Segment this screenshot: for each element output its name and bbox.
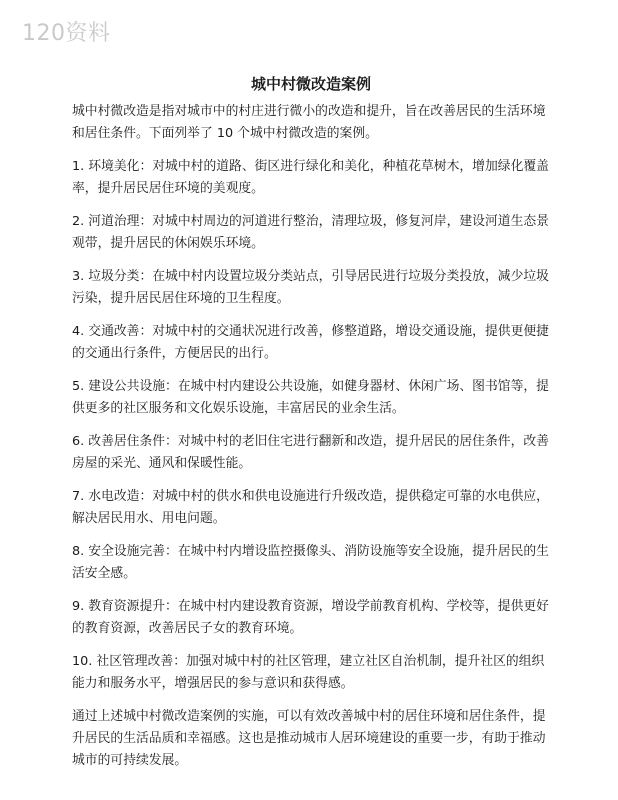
case-item-6: 6. 改善居住条件：对城中村的老旧住宅进行翻新和改造，提升居民的居住条件，改善房屋的采光、通风和保暖性能。	[72, 434, 549, 471]
case-item-2: 2. 河道治理：对城中村周边的河道进行整治，清理垃圾，修复河岸，建设河道生态景观带，提升居民的休闲娱乐环境。	[72, 214, 549, 251]
conclusion-paragraph: 通过上述城中村微改造案例的实施，可以有效改善城中村的居住环境和居住条件，提升居民的生活品质和幸福感。这也是推动城市人居环境建设的重要一步，有助于推动城市的可持续发展。	[72, 709, 546, 768]
case-item-1: 1. 环境美化：对城中村的道路、街区进行绿化和美化，种植花草树木，增加绿化覆盖率，提升居民居住环境的美观度。	[72, 159, 549, 196]
document-title: 城中村微改造案例	[250, 75, 371, 93]
watermark-logo: 120资料	[22, 21, 111, 46]
case-item-5: 5. 建设公共设施：在城中村内建设公共设施，如健身器材、休闲广场、图书馆等，提供更多的社区服务和文化娱乐设施，丰富居民的业余生活。	[72, 379, 549, 416]
case-item-8: 8. 安全设施完善：在城中村内增设监控摄像头、消防设施等安全设施，提升居民的生活安全感。	[72, 544, 549, 581]
intro-paragraph: 城中村微改造是指对城市中的村庄进行微小的改造和提升，旨在改善居民的生活环境和居住条件。下面列举了 10 个城中村微改造的案例。	[72, 104, 546, 141]
case-item-4: 4. 交通改善：对城中村的交通状况进行改善，修整道路，增设交通设施，提供更便捷的交通出行条件，方便居民的出行。	[72, 324, 549, 361]
case-item-10: 10. 社区管理改善：加强对城中村的社区管理，建立社区自治机制，提升社区的组织能力和服务水平，增强居民的参与意识和获得感。	[72, 654, 545, 691]
case-item-3: 3. 垃圾分类：在城中村内设置垃圾分类站点，引导居民进行垃圾分类投放，减少垃圾污染，提升居民居住环境的卫生程度。	[72, 269, 549, 306]
case-list	[72, 156, 550, 695]
case-item-7: 7. 水电改造：对城中村的供水和供电设施进行升级改造，提供稳定可靠的水电供应，解决居民用水、用电问题。	[72, 489, 549, 526]
document-page	[72, 74, 550, 772]
case-item-9: 9. 教育资源提升：在城中村内建设教育资源，增设学前教育机构、学校等，提供更好的教育资源，改善居民子女的教育环境。	[72, 599, 549, 636]
